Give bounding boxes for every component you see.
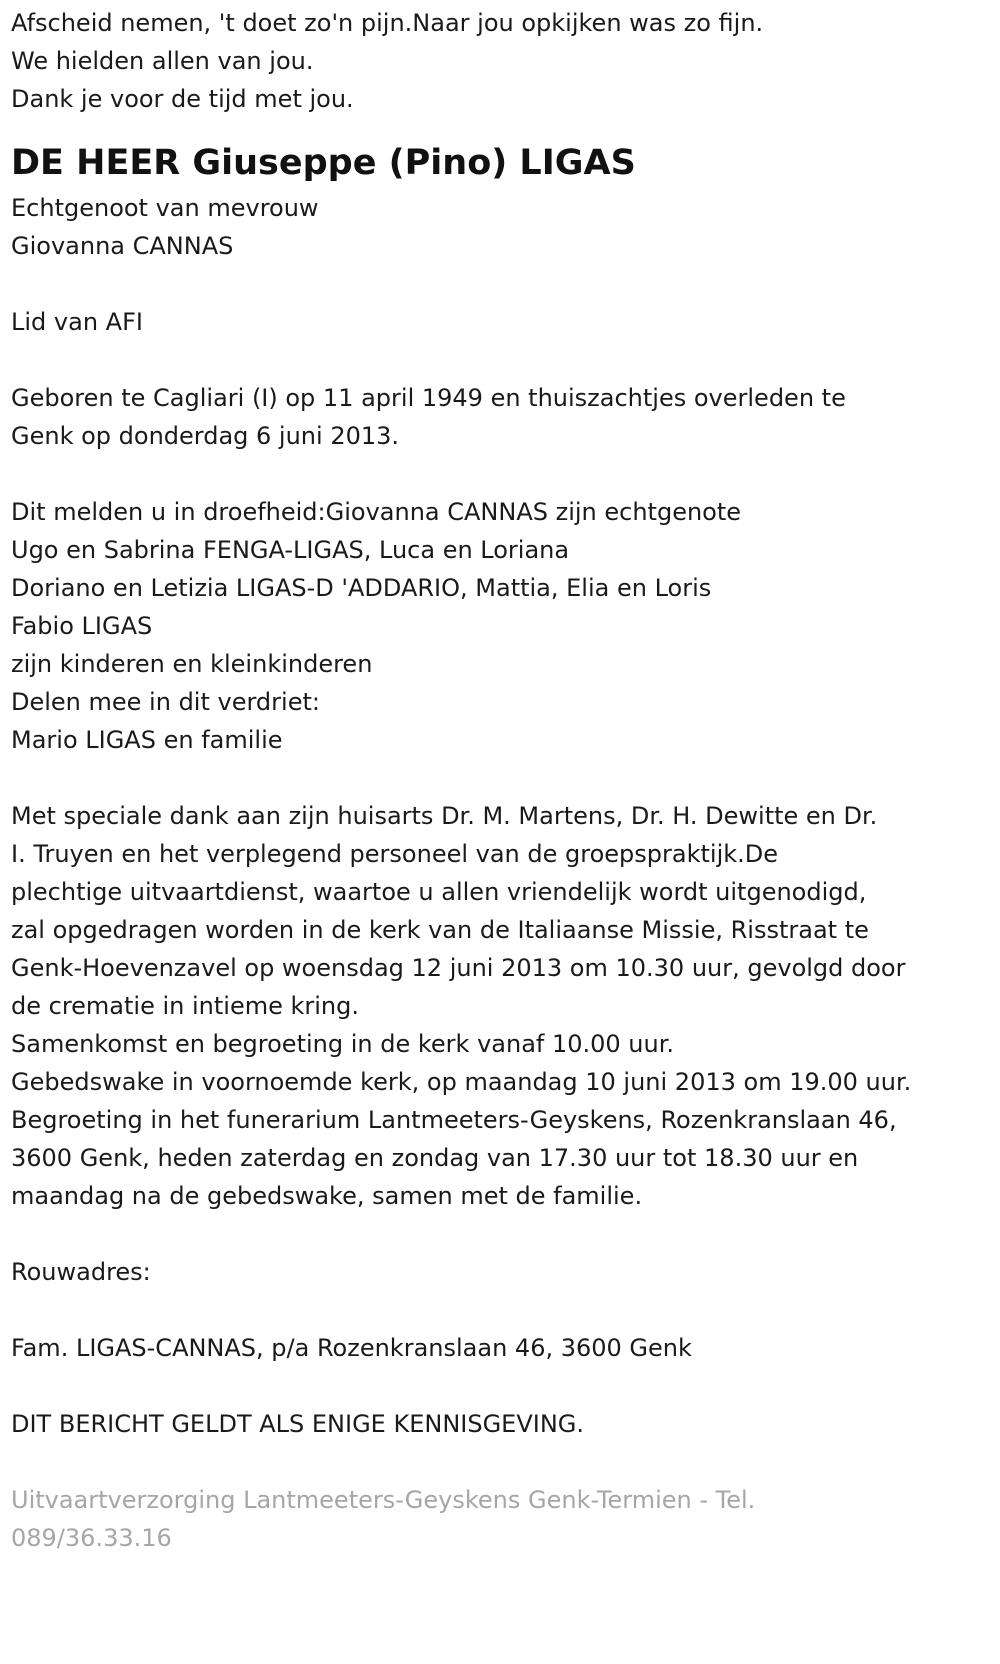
footer-line: Uitvaartverzorging Lantmeeters-Geyskens Genk-Termien - Tel. — [11, 1486, 756, 1514]
service-line: maandag na de gebedswake, samen met de familie. — [11, 1182, 643, 1210]
spacer — [11, 1443, 989, 1481]
service-line: Genk-Hoevenzavel op woensdag 12 juni 2013 om 10.30 uur, gevolgd door — [11, 954, 906, 982]
spacer — [11, 1215, 989, 1253]
mourning-address: Fam. LIGAS-CANNAS, p/a Rozenkranslaan 46, 3600 Genk — [11, 1334, 692, 1362]
spacer — [11, 455, 989, 493]
spouse-line: Echtgenoot van mevrouw — [11, 194, 319, 222]
spacer — [11, 341, 989, 379]
poem-line: We hielden allen van jou. — [11, 47, 314, 75]
poem-line: Dank je voor de tijd met jou. — [11, 85, 354, 113]
spacer — [11, 1367, 989, 1405]
family-line: Doriano en Letizia LIGAS-D 'ADDARIO, Mattia, Elia en Loris — [11, 574, 712, 602]
spacer — [11, 1291, 989, 1329]
service-line: Samenkomst en begroeting in de kerk vanaf 10.00 uur. — [11, 1030, 675, 1058]
family-line: Mario LIGAS en familie — [11, 726, 283, 754]
service-line: Begroeting in het funerarium Lantmeeters-Geyskens, Rozenkranslaan 46, — [11, 1106, 897, 1134]
service-line: I. Truyen en het verplegend personeel van de groepspraktijk.De — [11, 840, 779, 868]
notice-body — [11, 189, 989, 1557]
family-line: Dit melden u in droefheid:Giovanna CANNAS zijn echtgenote — [11, 498, 742, 526]
service-line: plechtige uitvaartdienst, waartoe u allen vriendelijk wordt uitgenodigd, — [11, 878, 867, 906]
spacer — [11, 759, 989, 797]
family-line: Ugo en Sabrina FENGA-LIGAS, Luca en Loriana — [11, 536, 570, 564]
spacer — [11, 265, 989, 303]
deceased-name-title: DE HEER Giuseppe (Pino) LIGAS — [11, 143, 636, 183]
address-label: Rouwadres: — [11, 1258, 151, 1286]
service-line: de crematie in intieme kring. — [11, 992, 359, 1020]
footer-line: 089/36.33.16 — [11, 1524, 172, 1552]
service-line: Gebedswake in voornoemde kerk, op maandag 10 juni 2013 om 19.00 uur. — [11, 1068, 912, 1096]
sole-notice-line: DIT BERICHT GELDT ALS ENIGE KENNISGEVING. — [11, 1410, 585, 1438]
service-line: zal opgedragen worden in de kerk van de Italiaanse Missie, Risstraat te — [11, 916, 869, 944]
poem-line: Afscheid nemen, 't doet zo'n pijn.Naar jou opkijken was zo fijn. — [11, 9, 764, 37]
family-line: Fabio LIGAS — [11, 612, 153, 640]
poem — [11, 4, 989, 118]
birth-death-line: Geboren te Cagliari (I) op 11 april 1949 en thuiszachtjes overleden te — [11, 384, 846, 412]
family-line: Delen mee in dit verdriet: — [11, 688, 320, 716]
service-line: Met speciale dank aan zijn huisarts Dr. M. Martens, Dr. H. Dewitte en Dr. — [11, 802, 878, 830]
spouse-line: Giovanna CANNAS — [11, 232, 234, 260]
service-line: 3600 Genk, heden zaterdag en zondag van 17.30 uur tot 18.30 uur en — [11, 1144, 859, 1172]
birth-death-line: Genk op donderdag 6 juni 2013. — [11, 422, 400, 450]
family-line: zijn kinderen en kleinkinderen — [11, 650, 373, 678]
funeral-home-footer — [11, 1481, 989, 1557]
membership-line: Lid van AFI — [11, 308, 143, 336]
